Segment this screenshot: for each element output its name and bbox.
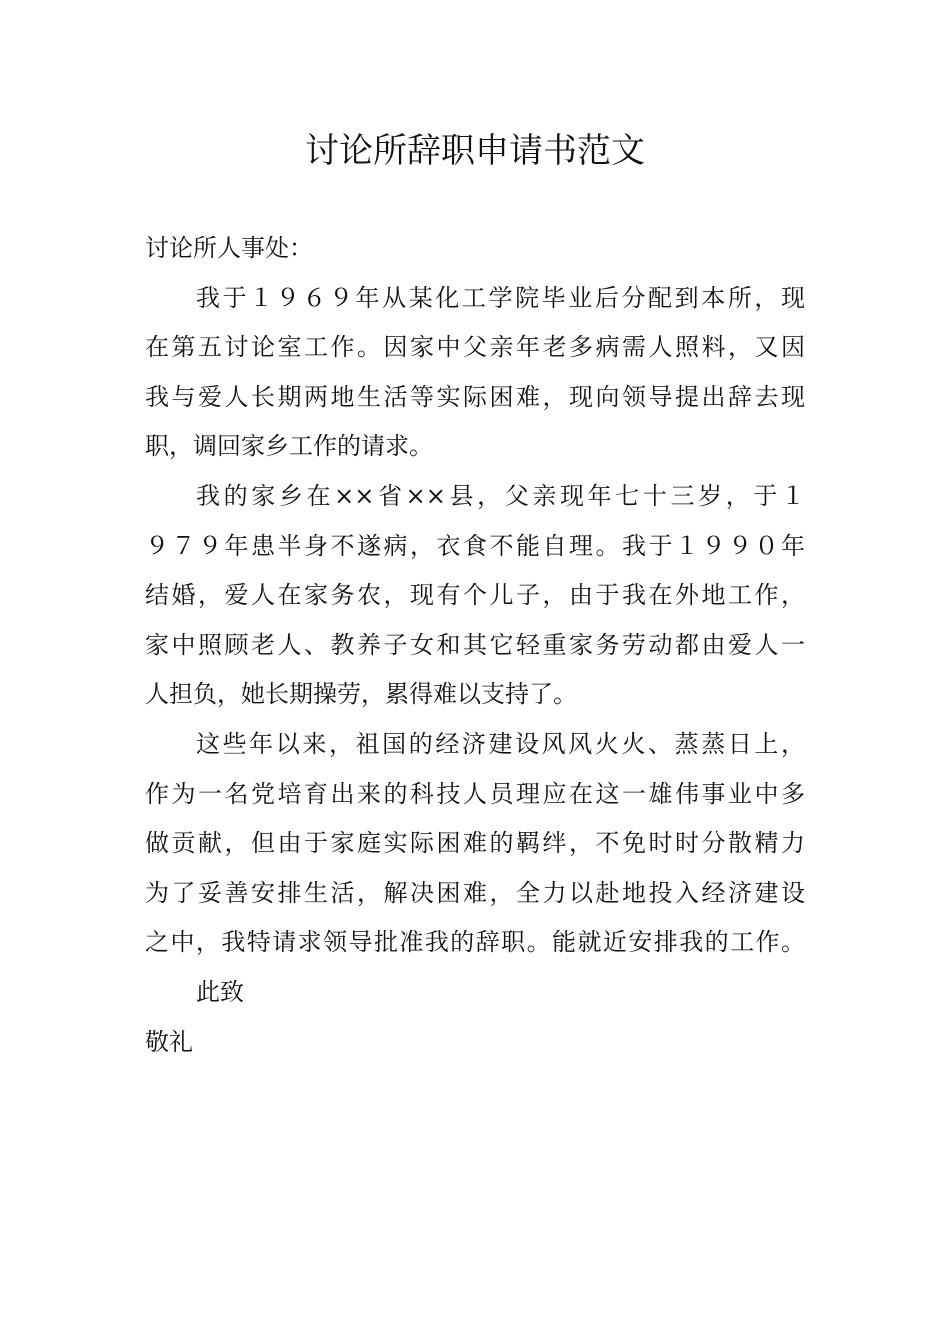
paragraph-line: 为了妥善安排生活，解决困难，全力以赴地投入经济建设	[145, 878, 805, 907]
document-title: 讨论所辞职申请书范文	[305, 131, 645, 171]
paragraph-line: 这些年以来，祖国的经济建设风风火火、蒸蒸日上，	[196, 729, 805, 758]
paragraph-line: 人担负，她长期操劳，累得难以支持了。	[145, 680, 577, 709]
paragraph-line: 结婚，爱人在家务农，现有个儿子，由于我在外地工作，	[145, 581, 805, 610]
salutation: 讨论所人事处：	[145, 234, 313, 262]
paragraph-3	[145, 720, 805, 968]
letter-body	[145, 224, 805, 1067]
paragraph-line: 我与爱人长期两地生活等实际困难，现向领导提出辞去现	[145, 382, 805, 411]
paragraph-line: 在第五讨论室工作。因家中父亲年老多病需人照料，又因	[145, 333, 805, 362]
paragraph-line: 家中照顾老人、教养子女和其它轻重家务劳动都由爱人一	[145, 630, 805, 659]
paragraph-line: 作为一名党培育出来的科技人员理应在这一雄伟事业中多	[145, 779, 805, 808]
paragraph-1	[145, 274, 805, 472]
paragraph-2	[145, 472, 805, 720]
paragraph-line: 我于１９６９年从某化工学院毕业后分配到本所，现	[196, 283, 805, 312]
paragraph-line: 做贡献，但由于家庭实际困难的羁绊，不免时时分散精力	[145, 829, 805, 858]
paragraph-line: 之中，我特请求领导批准我的辞职。能就近安排我的工作。	[145, 928, 805, 957]
closing-line-2: 敬礼	[145, 1027, 193, 1056]
paragraph-line: ９７９年患半身不遂病，衣食不能自理。我于１９９０年	[145, 531, 805, 560]
paragraph-line: 我的家乡在××省××县，父亲现年七十三岁，于１	[196, 481, 805, 510]
closing-line-1: 此致	[196, 977, 244, 1006]
paragraph-line: 职，调回家乡工作的请求。	[145, 432, 433, 461]
